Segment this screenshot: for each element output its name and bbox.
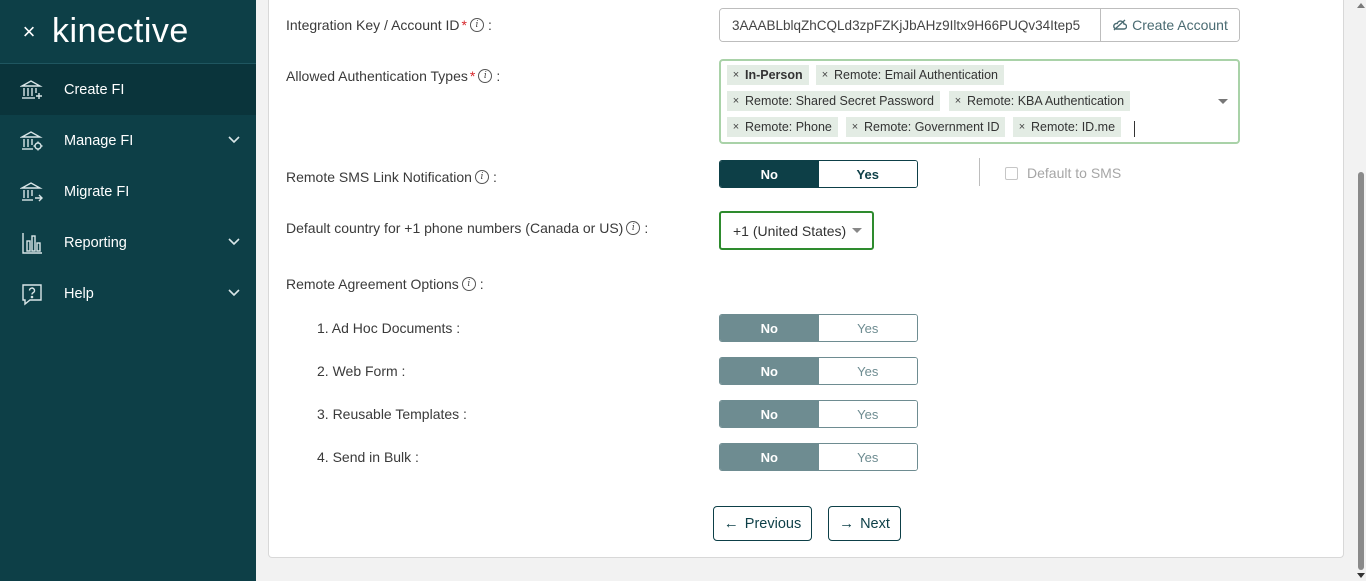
tag-label: In-Person	[745, 68, 803, 82]
bar-chart-icon	[20, 231, 44, 255]
close-icon[interactable]: ×	[22, 18, 36, 44]
remove-tag-icon[interactable]: ×	[954, 95, 962, 107]
next-button[interactable]	[828, 506, 901, 541]
dropdown-caret-icon[interactable]	[1218, 99, 1228, 104]
default-to-sms-label: Default to SMS	[1027, 165, 1122, 181]
reusable-templates-label: 3. Reusable Templates :	[317, 406, 467, 422]
send-in-bulk-label: 4. Send in Bulk :	[317, 449, 419, 465]
field-label: Remote SMS Link Notification	[286, 169, 472, 185]
tag-label: Remote: Shared Secret Password	[745, 94, 934, 108]
scroll-down-icon[interactable]	[1357, 573, 1365, 578]
default-to-sms-checkbox[interactable]	[1005, 167, 1018, 180]
sidebar-item-migrate-fi[interactable]	[0, 166, 256, 217]
scrollbar-thumb[interactable]	[1358, 172, 1364, 570]
field-label: Default country for +1 phone numbers (Canada or US)	[286, 220, 624, 236]
toggle-yes[interactable]: Yes	[819, 315, 918, 341]
arrow-right-icon: →	[839, 515, 855, 532]
toggle-no[interactable]: No	[720, 358, 819, 384]
sidebar-item-help[interactable]	[0, 268, 256, 319]
brand-bar	[0, 0, 256, 64]
kinective-logo: kinective	[52, 12, 189, 50]
auth-tag	[816, 65, 1004, 85]
chevron-down-icon	[228, 133, 240, 149]
chevron-down-icon	[228, 286, 240, 302]
help-bubble-icon	[20, 282, 44, 306]
create-account-label: Create Account	[1132, 17, 1228, 33]
label-colon: :	[496, 68, 501, 84]
label-colon: :	[492, 169, 497, 185]
remove-tag-icon[interactable]: ×	[732, 69, 740, 81]
integration-key-label	[286, 17, 492, 33]
toggle-yes[interactable]: Yes	[819, 444, 918, 470]
tag-label: Remote: KBA Authentication	[967, 94, 1125, 108]
create-account-button[interactable]	[1101, 9, 1239, 41]
tag-label: Remote: Phone	[745, 120, 832, 134]
toggle-no[interactable]: No	[720, 315, 819, 341]
auth-tag	[949, 91, 1130, 111]
tag-label: Remote: ID.me	[1031, 120, 1116, 134]
page-scrollbar[interactable]	[1356, 0, 1366, 581]
sidebar-item-label: Help	[64, 285, 94, 302]
toggle-yes[interactable]: Yes	[819, 161, 918, 187]
text-cursor	[1134, 121, 1135, 137]
selected-country: +1 (United States)	[733, 222, 847, 239]
remove-tag-icon[interactable]: ×	[732, 95, 740, 107]
info-icon[interactable]: i	[478, 69, 492, 83]
web-form-label: 2. Web Form :	[317, 363, 406, 379]
remove-tag-icon[interactable]: ×	[851, 121, 859, 133]
toggle-yes[interactable]: Yes	[819, 358, 918, 384]
sms-link-label	[286, 169, 497, 185]
toggle-no[interactable]: No	[720, 161, 819, 187]
default-to-sms	[1005, 165, 1121, 181]
sidebar-item-reporting[interactable]	[0, 217, 256, 268]
remove-tag-icon[interactable]: ×	[1018, 121, 1026, 133]
next-label: Next	[860, 515, 890, 532]
field-label: Remote Agreement Options	[286, 276, 459, 292]
remove-tag-icon[interactable]: ×	[821, 69, 829, 81]
tag-label: Remote: Email Authentication	[834, 68, 998, 82]
info-icon[interactable]: i	[462, 277, 476, 291]
auth-tag	[1013, 117, 1121, 137]
bank-gear-icon	[20, 129, 44, 153]
toggle-yes[interactable]: Yes	[819, 401, 918, 427]
agreement-options-label	[286, 276, 484, 292]
integration-key-group	[719, 8, 1240, 42]
previous-button[interactable]	[713, 506, 812, 541]
default-country-label	[286, 220, 648, 236]
auth-types-label	[286, 68, 500, 84]
arrow-left-icon: ←	[723, 515, 739, 532]
integration-key-input[interactable]	[720, 9, 1101, 41]
toggle-no[interactable]: No	[720, 444, 819, 470]
field-label: Allowed Authentication Types	[286, 68, 468, 84]
sidebar-item-create-fi[interactable]	[0, 64, 256, 115]
sidebar-item-label: Migrate FI	[64, 183, 130, 200]
web-form-toggle	[719, 357, 918, 385]
info-icon[interactable]: i	[475, 170, 489, 184]
sidebar-item-label: Manage FI	[64, 132, 134, 149]
bank-arrow-icon	[20, 180, 44, 204]
label-colon: :	[479, 276, 484, 292]
form-card	[268, 0, 1344, 558]
dropdown-caret-icon	[852, 228, 862, 233]
divider	[979, 158, 980, 186]
ad-hoc-documents-label: 1. Ad Hoc Documents :	[317, 320, 461, 336]
scroll-up-icon[interactable]	[1357, 3, 1365, 8]
label-colon: :	[644, 220, 649, 236]
default-country-select[interactable]	[719, 211, 874, 250]
sidebar-item-manage-fi[interactable]	[0, 115, 256, 166]
sidebar	[0, 0, 256, 581]
sidebar-item-label: Reporting	[64, 234, 127, 251]
label-colon: :	[488, 17, 492, 33]
cloud-icon	[1112, 19, 1127, 31]
sms-link-toggle	[719, 160, 918, 188]
ad-hoc-documents-toggle	[719, 314, 918, 342]
info-icon[interactable]: i	[470, 18, 484, 32]
field-label: Integration Key / Account ID	[286, 17, 460, 33]
tag-label: Remote: Government ID	[864, 120, 1000, 134]
info-icon[interactable]: i	[626, 221, 640, 235]
sidebar-item-label: Create FI	[64, 81, 125, 98]
auth-tag	[727, 65, 809, 85]
bank-plus-icon	[20, 78, 44, 102]
auth-types-multiselect[interactable]	[719, 59, 1240, 144]
remove-tag-icon[interactable]: ×	[732, 121, 740, 133]
chevron-down-icon	[228, 235, 240, 251]
reusable-templates-toggle	[719, 400, 918, 428]
required-mark: *	[461, 17, 467, 33]
send-in-bulk-toggle	[719, 443, 918, 471]
required-mark: *	[469, 68, 476, 84]
auth-tag	[727, 91, 940, 111]
previous-label: Previous	[744, 515, 802, 532]
auth-tag	[727, 117, 838, 137]
toggle-no[interactable]: No	[720, 401, 819, 427]
auth-tag	[846, 117, 1005, 137]
